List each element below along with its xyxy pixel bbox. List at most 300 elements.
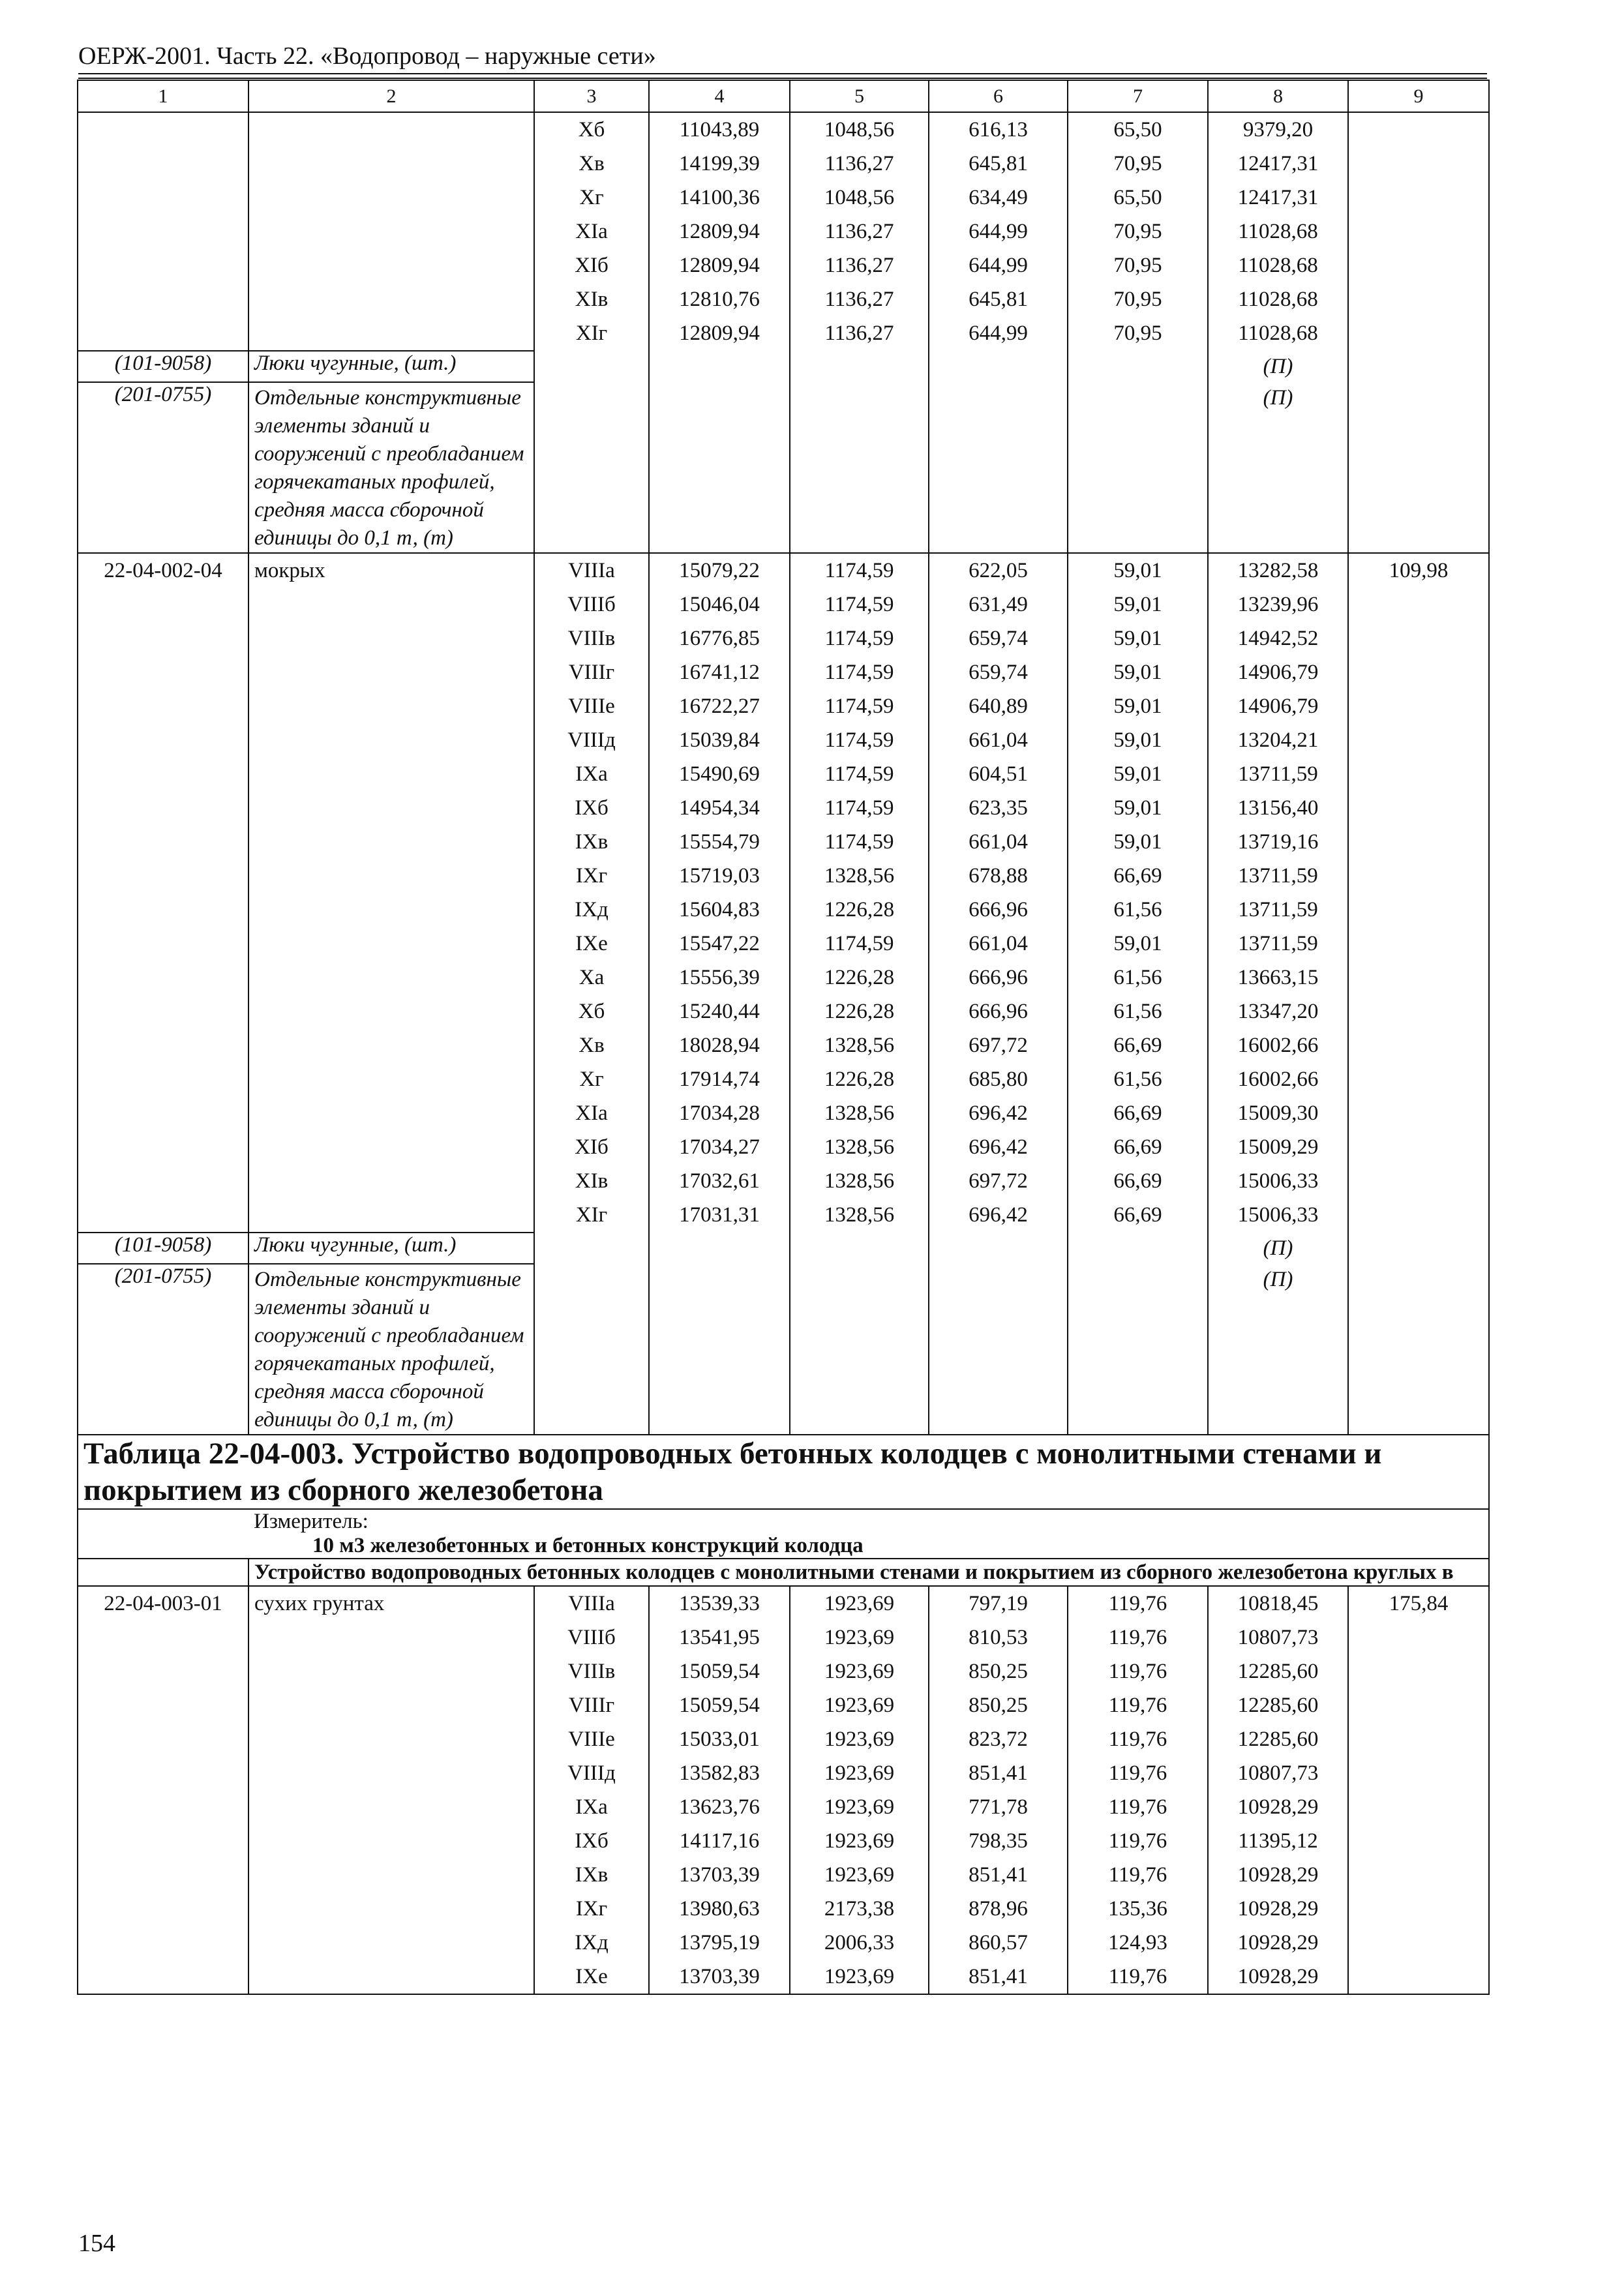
table-row — [78, 1756, 1489, 1790]
name-cell — [248, 1621, 534, 1654]
value-cell: 1328,56 — [790, 859, 929, 893]
value-cell: 14117,16 — [649, 1824, 790, 1858]
column-header: 4 — [649, 80, 790, 112]
value-cell: 13980,63 — [649, 1892, 790, 1926]
value-cell: 11028,68 — [1208, 248, 1348, 282]
code-cell — [78, 995, 248, 1028]
name-cell — [248, 961, 534, 995]
resource-row — [78, 1233, 1489, 1264]
value-cell: 678,88 — [929, 859, 1068, 893]
empty-cell — [649, 351, 790, 382]
table-row — [78, 588, 1489, 621]
empty-cell — [1348, 382, 1489, 553]
zone-cell: XIв — [534, 1164, 649, 1198]
value-cell: 644,99 — [929, 248, 1068, 282]
value-cell: 12417,31 — [1208, 147, 1348, 181]
name-cell — [248, 1586, 534, 1621]
table-row — [78, 181, 1489, 215]
rate-cell — [1348, 1096, 1489, 1130]
value-cell: 623,35 — [929, 791, 1068, 825]
name-cell — [248, 757, 534, 791]
value-cell: 860,57 — [929, 1926, 1068, 1960]
value-cell: 1923,69 — [790, 1621, 929, 1654]
value-cell: 59,01 — [1068, 927, 1208, 961]
code-cell — [78, 1722, 248, 1756]
name-cell — [248, 215, 534, 248]
table-row — [78, 961, 1489, 995]
rate-cell — [1348, 282, 1489, 316]
value-cell: 644,99 — [929, 215, 1068, 248]
rate-cell: 109,98 — [1348, 553, 1489, 588]
value-cell: 645,81 — [929, 147, 1068, 181]
name-cell — [248, 112, 534, 147]
rate-cell — [1348, 1892, 1489, 1926]
table-row — [78, 1688, 1489, 1722]
rate-cell — [1348, 1790, 1489, 1824]
zone-cell: Xв — [534, 1028, 649, 1062]
value-cell: 66,69 — [1068, 1028, 1208, 1062]
value-cell: 12809,94 — [649, 248, 790, 282]
table-row — [78, 995, 1489, 1028]
table-row — [78, 723, 1489, 757]
value-cell: 640,89 — [929, 689, 1068, 723]
value-cell: 13156,40 — [1208, 791, 1348, 825]
column-header: 9 — [1348, 80, 1489, 112]
rate-cell — [1348, 893, 1489, 927]
value-cell: 15490,69 — [649, 757, 790, 791]
value-cell: 70,95 — [1068, 215, 1208, 248]
code-cell — [78, 316, 248, 351]
value-cell: 15719,03 — [649, 859, 790, 893]
resource-name-cell — [248, 351, 534, 382]
zone-cell: VIIIб — [534, 588, 649, 621]
value-cell: 61,56 — [1068, 893, 1208, 927]
name-cell — [248, 1960, 534, 1994]
table-body — [78, 80, 1489, 1994]
code-cell — [78, 1688, 248, 1722]
value-cell: 15046,04 — [649, 588, 790, 621]
table-row — [78, 1028, 1489, 1062]
empty-cell — [534, 1264, 649, 1435]
value-cell: 11043,89 — [649, 112, 790, 147]
value-cell: 13711,59 — [1208, 893, 1348, 927]
zone-cell: VIIIв — [534, 1654, 649, 1688]
value-cell: 10807,73 — [1208, 1756, 1348, 1790]
empty-cell — [790, 382, 929, 553]
code-cell — [78, 1164, 248, 1198]
value-cell: 59,01 — [1068, 553, 1208, 588]
value-cell: 1226,28 — [790, 961, 929, 995]
table-row — [78, 1824, 1489, 1858]
value-cell: 685,80 — [929, 1062, 1068, 1096]
rate-cell — [1348, 316, 1489, 351]
table-row — [78, 282, 1489, 316]
rate-cell — [1348, 1824, 1489, 1858]
rate-cell — [1348, 1062, 1489, 1096]
value-cell: 850,25 — [929, 1654, 1068, 1688]
value-cell: 1174,59 — [790, 791, 929, 825]
rate-cell — [1348, 1858, 1489, 1892]
value-cell: 9379,20 — [1208, 112, 1348, 147]
value-cell: 13282,58 — [1208, 553, 1348, 588]
code-cell — [78, 248, 248, 282]
name-cell — [248, 655, 534, 689]
value-cell: 119,76 — [1068, 1790, 1208, 1824]
table-row — [78, 1621, 1489, 1654]
zone-cell: Xв — [534, 147, 649, 181]
table-row — [78, 248, 1489, 282]
table-row — [78, 1586, 1489, 1621]
value-cell: 135,36 — [1068, 1892, 1208, 1926]
value-cell: 13239,96 — [1208, 588, 1348, 621]
value-cell: 16002,66 — [1208, 1028, 1348, 1062]
rate-cell — [1348, 147, 1489, 181]
measure-cell — [248, 1509, 1489, 1559]
name-cell — [248, 553, 534, 588]
value-cell: 14906,79 — [1208, 655, 1348, 689]
value-cell: 10807,73 — [1208, 1621, 1348, 1654]
table-title: Таблица 22-04-003. Устройство водопроводных бетонных колодцев с монолитными стенами и покрытием из сборного железобетона — [78, 1435, 1489, 1509]
value-cell: 1136,27 — [790, 282, 929, 316]
empty-cell — [1068, 1264, 1208, 1435]
empty-cell — [1348, 1233, 1489, 1264]
code-cell — [78, 1621, 248, 1654]
name-cell — [248, 1756, 534, 1790]
value-cell: 59,01 — [1068, 621, 1208, 655]
value-cell: 59,01 — [1068, 689, 1208, 723]
resource-mark-cell: (П) — [1208, 351, 1348, 382]
rate-cell — [1348, 791, 1489, 825]
table-row — [78, 655, 1489, 689]
name-cell — [248, 282, 534, 316]
value-cell: 810,53 — [929, 1621, 1068, 1654]
value-cell: 1923,69 — [790, 1654, 929, 1688]
name-cell — [248, 1824, 534, 1858]
table-row — [78, 215, 1489, 248]
resource-name: Отдельные конструктивные элементы зданий и сооружений с преобладанием горячекатаных профилей, средняя масса сборочной единицы до 0,1 т, (т) — [254, 386, 524, 550]
value-cell: 65,50 — [1068, 112, 1208, 147]
zone-cell: XIб — [534, 1130, 649, 1164]
resource-code-cell — [78, 351, 248, 382]
zone-cell: IXе — [534, 927, 649, 961]
rate-cell — [1348, 723, 1489, 757]
value-cell: 61,56 — [1068, 961, 1208, 995]
value-cell: 12417,31 — [1208, 181, 1348, 215]
resource-row — [78, 1264, 1489, 1435]
value-cell: 1328,56 — [790, 1130, 929, 1164]
value-cell: 13204,21 — [1208, 723, 1348, 757]
value-cell: 59,01 — [1068, 723, 1208, 757]
estimate-table — [77, 80, 1490, 1995]
table-row — [78, 1926, 1489, 1960]
table-row — [78, 621, 1489, 655]
value-cell: 61,56 — [1068, 1062, 1208, 1096]
rate-cell — [1348, 1621, 1489, 1654]
zone-cell: IXа — [534, 1790, 649, 1824]
value-cell: 14100,36 — [649, 181, 790, 215]
value-cell: 798,35 — [929, 1824, 1068, 1858]
name-cell — [248, 893, 534, 927]
empty-cell — [1068, 382, 1208, 553]
value-cell: 616,13 — [929, 112, 1068, 147]
name-cell — [248, 147, 534, 181]
value-cell: 13663,15 — [1208, 961, 1348, 995]
rate-cell: 175,84 — [1348, 1586, 1489, 1621]
resource-code-cell — [78, 382, 248, 553]
value-cell: 11028,68 — [1208, 316, 1348, 351]
value-cell: 12285,60 — [1208, 1688, 1348, 1722]
zone-cell: VIIIа — [534, 553, 649, 588]
value-cell: 1923,69 — [790, 1586, 929, 1621]
code-cell — [78, 1096, 248, 1130]
value-cell: 17034,28 — [649, 1096, 790, 1130]
code-cell — [78, 893, 248, 927]
column-header: 2 — [248, 80, 534, 112]
value-cell: 17914,74 — [649, 1062, 790, 1096]
rate-cell — [1348, 1164, 1489, 1198]
value-cell: 17034,27 — [649, 1130, 790, 1164]
code-cell — [78, 588, 248, 621]
column-header: 3 — [534, 80, 649, 112]
name-cell — [248, 588, 534, 621]
code-cell — [78, 112, 248, 147]
resource-name: Люки чугунные, (шт.) — [254, 352, 457, 375]
zone-cell: VIIIа — [534, 1586, 649, 1621]
zone-cell: VIIIе — [534, 689, 649, 723]
value-cell: 696,42 — [929, 1096, 1068, 1130]
value-cell: 11028,68 — [1208, 282, 1348, 316]
value-cell: 1923,69 — [790, 1688, 929, 1722]
value-cell: 697,72 — [929, 1028, 1068, 1062]
value-cell: 16776,85 — [649, 621, 790, 655]
empty-cell — [1068, 1233, 1208, 1264]
value-cell: 1923,69 — [790, 1756, 929, 1790]
value-cell: 66,69 — [1068, 859, 1208, 893]
value-cell: 771,78 — [929, 1790, 1068, 1824]
value-cell: 1174,59 — [790, 757, 929, 791]
name-cell — [248, 181, 534, 215]
resource-code: (101-9058) — [114, 1233, 212, 1257]
table-row — [78, 1198, 1489, 1233]
empty-cell — [649, 1233, 790, 1264]
value-cell: 604,51 — [929, 757, 1068, 791]
value-cell: 659,74 — [929, 621, 1068, 655]
zone-cell: IXв — [534, 825, 649, 859]
value-cell: 631,49 — [929, 588, 1068, 621]
rate-cell — [1348, 1926, 1489, 1960]
empty-cell — [790, 351, 929, 382]
rate-cell — [1348, 927, 1489, 961]
value-cell: 1136,27 — [790, 248, 929, 282]
page-number: 154 — [78, 2230, 115, 2257]
value-cell: 15547,22 — [649, 927, 790, 961]
rate-cell — [1348, 1198, 1489, 1233]
value-cell: 119,76 — [1068, 1824, 1208, 1858]
value-cell: 1226,28 — [790, 893, 929, 927]
section-row — [78, 1559, 1489, 1586]
zone-cell: IXа — [534, 757, 649, 791]
section-title: Устройство водопроводных бетонных колодцев с монолитными стенами и покрытием из сборного железобетона круглых в — [248, 1559, 1489, 1586]
table-row — [78, 1790, 1489, 1824]
resource-code-cell — [78, 1233, 248, 1264]
code-cell — [78, 1858, 248, 1892]
value-cell: 2173,38 — [790, 1892, 929, 1926]
value-cell: 119,76 — [1068, 1688, 1208, 1722]
value-cell: 1174,59 — [790, 621, 929, 655]
table-row — [78, 825, 1489, 859]
name-cell — [248, 1688, 534, 1722]
value-cell: 119,76 — [1068, 1586, 1208, 1621]
value-cell: 10928,29 — [1208, 1858, 1348, 1892]
code-cell — [78, 1586, 248, 1621]
value-cell: 13623,76 — [649, 1790, 790, 1824]
rate-cell — [1348, 757, 1489, 791]
name-cell — [248, 1858, 534, 1892]
value-cell: 59,01 — [1068, 757, 1208, 791]
value-cell: 1136,27 — [790, 316, 929, 351]
empty-cell — [929, 1233, 1068, 1264]
value-cell: 12285,60 — [1208, 1722, 1348, 1756]
table-row — [78, 1164, 1489, 1198]
name-cell — [248, 1722, 534, 1756]
rate-cell — [1348, 825, 1489, 859]
table-row — [78, 1960, 1489, 1994]
column-header: 6 — [929, 80, 1068, 112]
value-cell: 15240,44 — [649, 995, 790, 1028]
value-cell: 66,69 — [1068, 1130, 1208, 1164]
code-cell — [78, 655, 248, 689]
rate-cell — [1348, 1722, 1489, 1756]
position-name: сухих грунтах — [254, 1592, 385, 1615]
table-row — [78, 689, 1489, 723]
measure-label: Измеритель: — [254, 1510, 368, 1533]
name-cell — [248, 621, 534, 655]
value-cell: 851,41 — [929, 1960, 1068, 1994]
value-cell: 878,96 — [929, 1892, 1068, 1926]
column-header: 5 — [790, 80, 929, 112]
name-cell — [248, 927, 534, 961]
zone-cell: VIIIд — [534, 723, 649, 757]
value-cell: 851,41 — [929, 1756, 1068, 1790]
table-row — [78, 1654, 1489, 1688]
empty-cell — [790, 1264, 929, 1435]
name-cell — [248, 1164, 534, 1198]
code-cell — [78, 1028, 248, 1062]
zone-cell: XIа — [534, 1096, 649, 1130]
position-name: мокрых — [254, 559, 325, 582]
value-cell: 124,93 — [1068, 1926, 1208, 1960]
value-cell: 1328,56 — [790, 1096, 929, 1130]
value-cell: 1048,56 — [790, 112, 929, 147]
value-cell: 13711,59 — [1208, 927, 1348, 961]
measure-value: 10 м3 железобетонных и бетонных конструкций колодца — [312, 1534, 864, 1557]
value-cell: 59,01 — [1068, 588, 1208, 621]
value-cell: 13541,95 — [649, 1621, 790, 1654]
value-cell: 13711,59 — [1208, 757, 1348, 791]
code-cell — [78, 723, 248, 757]
table-row — [78, 1892, 1489, 1926]
value-cell: 1174,59 — [790, 689, 929, 723]
value-cell: 1328,56 — [790, 1164, 929, 1198]
value-cell: 1923,69 — [790, 1790, 929, 1824]
value-cell: 14199,39 — [649, 147, 790, 181]
value-cell: 10928,29 — [1208, 1790, 1348, 1824]
value-cell: 696,42 — [929, 1130, 1068, 1164]
resource-code: (201-0755) — [114, 1264, 212, 1288]
table-row — [78, 927, 1489, 961]
code-cell — [78, 1062, 248, 1096]
value-cell: 15039,84 — [649, 723, 790, 757]
value-cell: 17032,61 — [649, 1164, 790, 1198]
resource-name: Отдельные конструктивные элементы зданий и сооружений с преобладанием горячекатаных профилей, средняя масса сборочной единицы до 0,1 т, (т) — [254, 1268, 524, 1431]
code-cell — [78, 215, 248, 248]
code-cell — [78, 147, 248, 181]
value-cell: 59,01 — [1068, 655, 1208, 689]
zone-cell: VIIIб — [534, 1621, 649, 1654]
name-cell — [248, 1892, 534, 1926]
value-cell: 661,04 — [929, 723, 1068, 757]
code-cell — [78, 791, 248, 825]
code-cell — [78, 282, 248, 316]
name-cell — [248, 723, 534, 757]
empty-cell — [929, 1264, 1068, 1435]
table-row — [78, 1722, 1489, 1756]
rate-cell — [1348, 215, 1489, 248]
zone-cell: Xб — [534, 112, 649, 147]
table-row — [78, 112, 1489, 147]
value-cell: 13703,39 — [649, 1858, 790, 1892]
table-row — [78, 791, 1489, 825]
header-rule — [78, 73, 1487, 74]
value-cell: 12285,60 — [1208, 1654, 1348, 1688]
zone-cell: VIIIв — [534, 621, 649, 655]
value-cell: 15006,33 — [1208, 1198, 1348, 1233]
header-rule-2 — [78, 78, 1487, 79]
zone-cell: IXб — [534, 1824, 649, 1858]
value-cell: 15604,83 — [649, 893, 790, 927]
value-cell: 14942,52 — [1208, 621, 1348, 655]
table-row — [78, 316, 1489, 351]
value-cell: 11028,68 — [1208, 215, 1348, 248]
page-header — [78, 39, 1487, 79]
rate-cell — [1348, 689, 1489, 723]
name-cell — [248, 1654, 534, 1688]
resource-name-cell — [248, 1264, 534, 1435]
code-cell — [78, 1790, 248, 1824]
value-cell: 12810,76 — [649, 282, 790, 316]
column-header: 7 — [1068, 80, 1208, 112]
name-cell — [248, 316, 534, 351]
zone-cell: Xг — [534, 1062, 649, 1096]
value-cell: 1923,69 — [790, 1858, 929, 1892]
value-cell: 10928,29 — [1208, 1926, 1348, 1960]
zone-cell: IXг — [534, 1892, 649, 1926]
code-cell — [78, 1926, 248, 1960]
value-cell: 1136,27 — [790, 147, 929, 181]
value-cell: 66,69 — [1068, 1198, 1208, 1233]
empty-cell — [929, 351, 1068, 382]
resource-name-cell — [248, 1233, 534, 1264]
code-cell — [78, 553, 248, 588]
value-cell: 15033,01 — [649, 1722, 790, 1756]
position-code: 22-04-003-01 — [104, 1592, 222, 1615]
value-cell: 70,95 — [1068, 316, 1208, 351]
value-cell: 1923,69 — [790, 1824, 929, 1858]
code-cell — [78, 1756, 248, 1790]
header-title: ОЕРЖ-2001. Часть 22. «Водопровод – наружные сети» — [78, 42, 656, 70]
code-cell — [78, 757, 248, 791]
empty-cell — [929, 382, 1068, 553]
